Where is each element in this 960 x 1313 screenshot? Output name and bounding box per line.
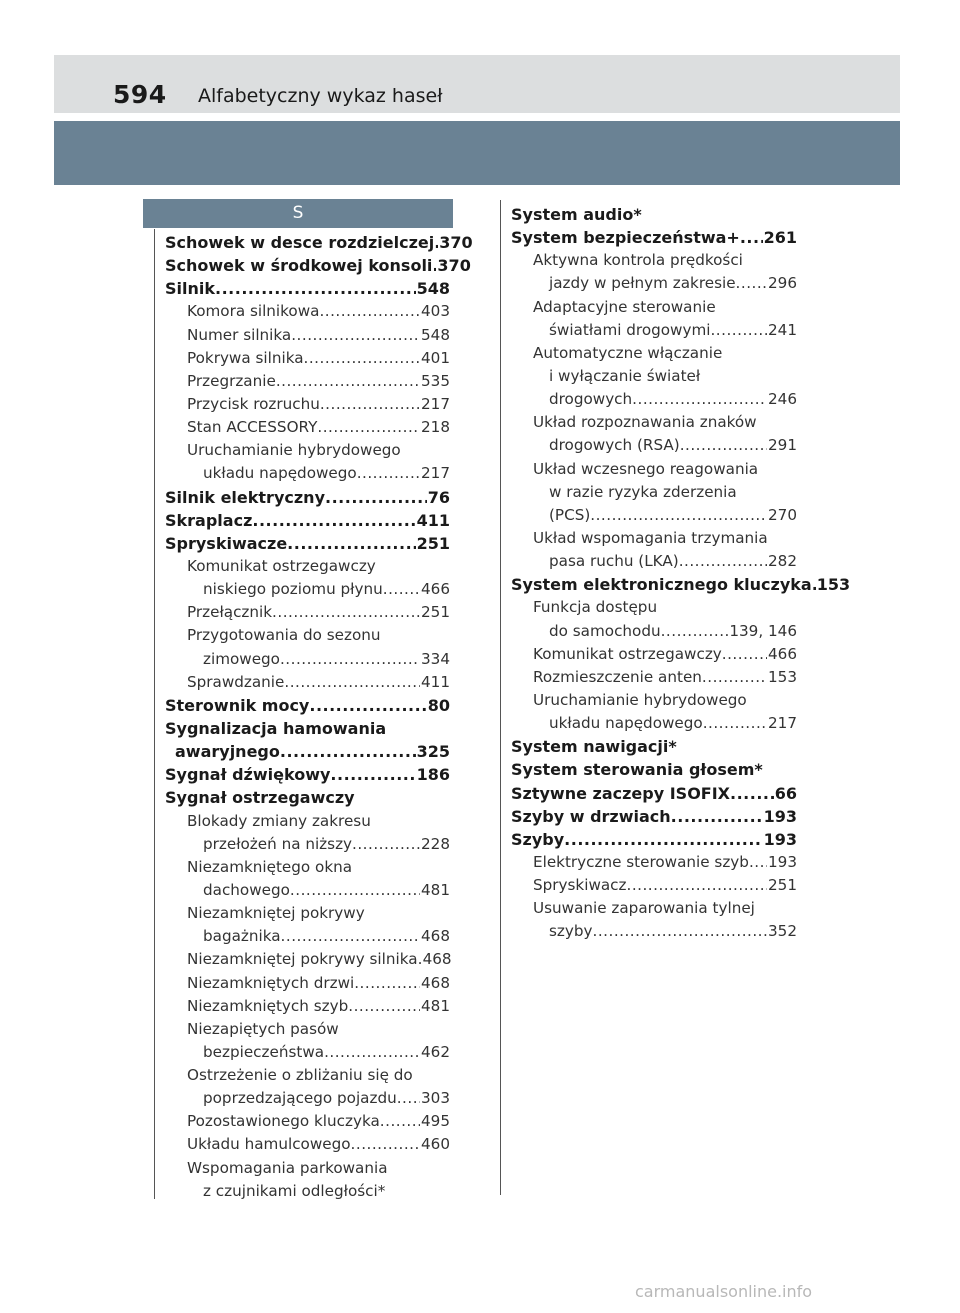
page-reference: 411: [421, 672, 450, 691]
dot-leader: [564, 828, 762, 851]
index-term: Numer silnika: [187, 325, 292, 344]
index-term: Układ wczesnego reagowania: [533, 459, 759, 478]
index-entry: [165, 671, 450, 694]
index-term: bezpieczeństwa: [203, 1042, 325, 1061]
index-entry: [511, 596, 797, 619]
index-entry: [511, 735, 797, 758]
dot-leader: [320, 393, 420, 416]
index-term: System sterowania głosem*: [511, 760, 763, 780]
dot-leader: [722, 643, 767, 666]
index-term: Układu hamulcowego: [187, 1135, 351, 1154]
index-entry: [511, 666, 797, 689]
index-term: niskiego poziomu płynu: [203, 580, 383, 599]
dot-leader: [383, 578, 420, 601]
dot-leader: [397, 1087, 420, 1110]
index-entry: [511, 550, 797, 573]
index-term: Schowek w desce rozdzielczej: [165, 233, 435, 252]
index-term: (PCS): [549, 505, 591, 524]
dot-leader: [357, 462, 420, 485]
dot-leader: [252, 509, 415, 532]
dot-leader: [749, 851, 767, 874]
index-term: przełożeń na niższy: [203, 834, 353, 853]
index-entry: [165, 786, 450, 809]
page-reference: 80: [427, 695, 450, 715]
index-term: Blokady zmiany zakresu: [187, 811, 371, 830]
index-entry: [165, 902, 450, 925]
index-term: Przełącznik: [187, 603, 273, 622]
index-entry: [511, 249, 797, 272]
dot-leader: [319, 300, 420, 323]
index-term: Sztywne zaczepy ISOFIX: [511, 783, 731, 803]
dot-leader: [632, 388, 767, 411]
letter-tab: S: [143, 199, 453, 228]
index-term: Komora silnikowa: [187, 302, 320, 321]
index-entry: [165, 555, 450, 578]
dot-leader: [309, 694, 426, 717]
index-entry: [165, 1087, 450, 1110]
page-reference: 296: [768, 274, 797, 293]
index-entry: [511, 296, 797, 319]
index-entry: [511, 851, 797, 874]
index-entry: [165, 462, 450, 485]
index-entry: [165, 486, 450, 509]
dot-leader: [290, 879, 420, 902]
index-term: Rozmieszczenie anten: [533, 667, 702, 686]
left-column-rule: [154, 229, 155, 1199]
index-entry: [511, 365, 797, 388]
dot-leader: [348, 995, 420, 1018]
page-number: 594: [113, 80, 167, 109]
index-term: Niezamkniętego okna: [187, 857, 353, 876]
index-entry: [511, 434, 797, 457]
page-reference: 217: [421, 394, 450, 413]
index-term: Pokrywa silnika: [187, 348, 304, 367]
dot-leader: [351, 1133, 420, 1156]
index-term: drogowych: [549, 390, 633, 409]
index-entry: [511, 388, 797, 411]
index-entry: [511, 758, 797, 781]
index-term: Usuwanie zaparowania tylnej: [533, 899, 755, 918]
page-reference: 466: [421, 580, 450, 599]
page-reference: 403: [421, 302, 450, 321]
index-entry: [165, 578, 450, 601]
page-reference: 370: [437, 256, 471, 276]
page-reference: 548: [416, 279, 450, 299]
page-reference: 153: [768, 667, 797, 686]
index-entry: [165, 694, 450, 717]
index-entry: [511, 805, 797, 828]
index-entry: [511, 458, 797, 481]
index-term: Niezamkniętych szyb: [187, 996, 349, 1015]
index-term: Sygnał ostrzegawczy: [165, 788, 355, 808]
dot-leader: [590, 504, 767, 527]
section-title: Alfabetyczny wykaz haseł: [198, 85, 443, 107]
index-entry: [511, 689, 797, 712]
page-reference: 325: [416, 742, 450, 762]
page-reference: 251: [768, 876, 797, 895]
page-reference: 251: [421, 603, 450, 622]
index-entry: [165, 995, 450, 1018]
page-reference: 270: [768, 505, 797, 524]
page-reference: 535: [421, 371, 450, 390]
index-entry: [165, 925, 450, 948]
index-term: dachowego: [203, 880, 290, 899]
index-entry: [165, 972, 450, 995]
index-term: Sterownik mocy: [165, 695, 310, 715]
left-index-column: [165, 231, 473, 1203]
index-term: Spryskiwacz: [533, 876, 627, 895]
page-reference: 228: [421, 834, 450, 853]
index-entry: [511, 573, 851, 596]
right-index-column: [511, 203, 851, 944]
page-reference: 468: [422, 950, 452, 969]
dot-leader: [304, 347, 420, 370]
index-term: Układ rozpoznawania znaków: [533, 413, 757, 432]
index-term: Pozostawionego kluczyka: [187, 1112, 380, 1131]
index-term: Przycisk rozruchu: [187, 394, 320, 413]
index-entry: [511, 643, 797, 666]
index-entry: [165, 648, 450, 671]
page-reference: 66: [774, 783, 797, 803]
index-entry: [165, 370, 450, 393]
page-reference: 261: [763, 228, 797, 248]
index-term: System elektronicznego kluczyka: [511, 575, 812, 595]
index-term: z czujnikami odległości*: [203, 1181, 386, 1200]
index-term: Niezamkniętych drzwi: [187, 973, 355, 992]
index-term: Sprawdzanie: [187, 672, 285, 691]
index-term: i wyłączanie świateł: [549, 366, 701, 385]
dot-leader: [671, 805, 763, 828]
page-reference: 481: [421, 880, 450, 899]
dot-leader: [281, 925, 420, 948]
index-term: Szyby w drzwiach: [511, 806, 671, 826]
right-column-rule: [500, 200, 501, 1195]
index-entry: [165, 416, 450, 439]
index-entry: [165, 810, 450, 833]
dot-leader: [280, 740, 416, 763]
index-term: Skraplacz: [165, 510, 253, 530]
index-term: Komunikat ostrzegawczy: [533, 644, 722, 663]
index-entry: [511, 920, 797, 943]
index-entry: [165, 393, 450, 416]
index-entry: [165, 439, 450, 462]
index-term: Spryskiwacze: [165, 533, 288, 553]
page-reference: 193: [763, 806, 797, 826]
page-reference: 495: [421, 1112, 450, 1131]
index-entry: [165, 509, 450, 532]
page-reference: 462: [421, 1042, 450, 1061]
page-reference: 466: [768, 644, 797, 663]
dot-leader: [661, 620, 729, 643]
index-entry: [511, 342, 797, 365]
dot-leader: [330, 763, 415, 786]
index-entry: [511, 712, 797, 735]
index-term: Schowek w środkowej konsoli: [165, 256, 433, 276]
index-entry: [165, 532, 450, 555]
index-entry: [165, 833, 450, 856]
page-reference: 139, 146: [729, 621, 797, 640]
page-reference: 481: [421, 996, 450, 1015]
index-entry: [165, 347, 450, 370]
index-entry: [165, 254, 471, 277]
dot-leader: [702, 666, 767, 689]
index-entry: [511, 874, 797, 897]
index-term: zimowego: [203, 649, 280, 668]
index-term: Ostrzeżenie o zbliżaniu się do: [187, 1066, 413, 1085]
index-term: Przegrzanie: [187, 371, 276, 390]
page-reference: 411: [416, 510, 450, 530]
page-reference: 370: [439, 233, 473, 252]
index-term: poprzedzającego pojazdu: [203, 1089, 397, 1108]
page-reference: 401: [421, 348, 450, 367]
page-reference: 303: [421, 1089, 450, 1108]
index-term: Sygnalizacja hamowania: [165, 718, 387, 738]
page-reference: 241: [768, 320, 797, 339]
index-entry: [511, 828, 797, 851]
watermark: carmanualsonline.info: [635, 1282, 813, 1301]
index-term: Adaptacyjne sterowanie: [533, 297, 716, 316]
index-term: Aktywna kontrola prędkości: [533, 251, 743, 270]
index-entry: [165, 763, 450, 786]
dot-leader: [287, 532, 415, 555]
dot-leader: [276, 370, 420, 393]
page-reference: 218: [421, 418, 450, 437]
dot-leader: [354, 972, 420, 995]
index-term: System bezpieczeństwa+: [511, 228, 740, 248]
index-entry: [165, 601, 450, 624]
index-term: do samochodu: [549, 621, 661, 640]
index-entry: [511, 203, 797, 226]
index-entry: [165, 740, 450, 763]
page-reference: 193: [763, 829, 797, 849]
dot-leader: [679, 550, 767, 573]
page-reference: 282: [768, 552, 797, 571]
index-term: Elektryczne sterowanie szyb: [533, 852, 749, 871]
index-entry: [511, 897, 797, 920]
index-entry: [165, 948, 450, 971]
page-reference: 460: [421, 1135, 450, 1154]
header-bar: [54, 121, 900, 185]
index-term: Szyby: [511, 829, 565, 849]
index-term: Układ wspomagania trzymania: [533, 528, 768, 547]
dot-leader: [324, 1041, 420, 1064]
index-term: Niezamkniętej pokrywy: [187, 904, 365, 923]
index-term: pasa ruchu (LKA): [549, 552, 679, 571]
index-term: w razie ryzyka zderzenia: [549, 482, 737, 501]
dot-leader: [291, 324, 420, 347]
index-entry: [165, 717, 450, 740]
index-entry: [165, 300, 450, 323]
dot-leader: [284, 671, 420, 694]
index-term: Niezapiętych pasów: [187, 1019, 339, 1038]
index-entry: [165, 624, 450, 647]
page-reference: 468: [421, 927, 450, 946]
index-entry: [165, 277, 450, 300]
dot-leader: [627, 874, 768, 897]
page-reference: 217: [421, 464, 450, 483]
index-entry: [511, 272, 797, 295]
dot-leader: [736, 272, 767, 295]
dot-leader: [380, 1110, 420, 1133]
index-term: System nawigacji*: [511, 737, 677, 757]
dot-leader: [593, 920, 767, 943]
dot-leader: [325, 486, 427, 509]
page-reference: 468: [421, 973, 450, 992]
index-term: Automatyczne włączanie: [533, 343, 723, 362]
dot-leader: [730, 782, 774, 805]
index-term: Przygotowania do sezonu: [187, 626, 381, 645]
index-term: bagażnika: [203, 927, 281, 946]
page-reference: 186: [416, 765, 450, 785]
index-entry: [165, 1157, 450, 1180]
index-entry: [511, 319, 797, 342]
dot-leader: [740, 226, 763, 249]
page-reference: 246: [768, 390, 797, 409]
index-term: System audio*: [511, 205, 642, 224]
index-term: Uruchamianie hybrydowego: [533, 690, 747, 709]
index-term: drogowych (RSA): [549, 436, 680, 455]
page-reference: 153: [816, 575, 851, 595]
page-reference: 334: [421, 649, 450, 668]
index-entry: [165, 324, 450, 347]
dot-leader: [352, 833, 420, 856]
index-term: Funkcja dostępu: [533, 598, 658, 617]
index-term: Komunikat ostrzegawczy: [187, 556, 376, 575]
top-band: [54, 55, 900, 113]
page-reference: 548: [421, 325, 450, 344]
index-term: układu napędowego: [203, 464, 357, 483]
dot-leader: [703, 712, 767, 735]
index-entry: [165, 856, 450, 879]
index-entry: [165, 1018, 450, 1041]
page-reference: 193: [768, 852, 797, 871]
index-entry: [165, 1133, 450, 1156]
index-term: Wspomagania parkowania: [187, 1158, 388, 1177]
index-entry: [165, 1180, 450, 1203]
page-reference: 251: [416, 533, 450, 553]
index-entry: [511, 226, 797, 249]
dot-leader: [680, 434, 767, 457]
index-term: światłami drogowymi: [549, 320, 711, 339]
index-term: Sygnał dźwiękowy: [165, 765, 331, 785]
index-term: Uruchamianie hybrydowego: [187, 441, 401, 460]
index-entry: [165, 879, 450, 902]
index-term: Silnik: [165, 279, 216, 299]
index-term: Stan ACCESSORY: [187, 418, 318, 437]
index-term: szyby: [549, 922, 593, 941]
dot-leader: [280, 648, 420, 671]
dot-leader: [317, 416, 420, 439]
index-entry: [511, 620, 797, 643]
page-reference: 76: [427, 487, 450, 507]
index-entry: [165, 231, 473, 254]
index-entry: [511, 481, 797, 504]
index-entry: [511, 504, 797, 527]
page-reference: 352: [768, 922, 797, 941]
index-term: awaryjnego: [175, 742, 280, 762]
index-entry: [165, 1041, 450, 1064]
dot-leader: [710, 319, 767, 342]
dot-leader: [272, 601, 420, 624]
page-reference: 217: [768, 714, 797, 733]
index-entry: [165, 1110, 450, 1133]
index-entry: [511, 411, 797, 434]
index-term: Silnik elektryczny: [165, 487, 325, 507]
index-term: układu napędowego: [549, 714, 703, 733]
index-term: jazdy w pełnym zakresie: [549, 274, 736, 293]
index-entry: [165, 1064, 450, 1087]
dot-leader: [215, 277, 416, 300]
page-reference: 291: [768, 436, 797, 455]
index-entry: [511, 782, 797, 805]
index-term: Niezamkniętej pokrywy silnika: [187, 950, 418, 969]
index-entry: [511, 527, 797, 550]
